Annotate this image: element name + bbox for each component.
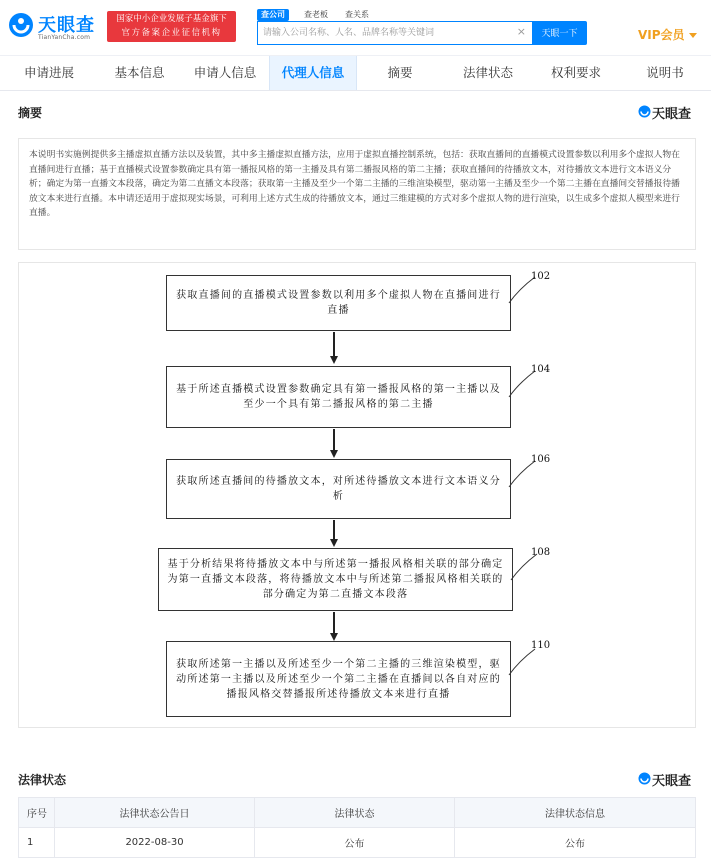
vip-menu[interactable]: [638, 26, 697, 43]
tab-application-progress[interactable]: 申请进展: [23, 65, 74, 80]
flow-num-110: 110: [531, 640, 551, 651]
tianyancha-watermark-icon: [638, 105, 651, 118]
tab-basic-info[interactable]: 基本信息: [114, 65, 165, 80]
table-header-row: [19, 798, 696, 828]
flow-num-106: 106: [531, 454, 551, 465]
search-tab-company[interactable]: 查公司: [257, 9, 289, 21]
flow-num-108: 108: [531, 547, 551, 558]
tianyancha-logo[interactable]: [8, 10, 104, 42]
col-index: 序号: [19, 798, 55, 828]
flow-arrow: [333, 520, 335, 540]
tab-agent-info[interactable]: 代理人信息: [269, 56, 357, 90]
watermark-text: 天眼查: [652, 107, 692, 122]
tab-applicant-info[interactable]: 申请人信息: [193, 65, 257, 80]
flow-num-104: 104: [531, 364, 551, 375]
flow-arrow: [333, 612, 335, 634]
watermark-text: 天眼查: [652, 774, 692, 789]
legal-status-table: [18, 797, 696, 858]
flow-step-102: 获取直播间的直播模式设置参数以利用多个虚拟人物在直播间进行直播: [166, 275, 511, 331]
flow-arrow: [333, 332, 335, 356]
col-announce-date: 法律状态公告日: [55, 798, 255, 828]
tab-abstract[interactable]: 摘要: [387, 65, 413, 80]
search-input[interactable]: [258, 22, 516, 44]
badge-line-1: 国家中小企业发展子基金旗下: [116, 14, 227, 24]
arrow-down-icon: [330, 356, 338, 364]
caret-down-icon: [689, 33, 697, 38]
vip-label: VIP会员: [638, 28, 685, 42]
cell-status-info: 公布: [455, 828, 696, 858]
abstract-text: 本说明书实施例提供多主播虚拟直播方法以及装置，其中多主播虚拟直播方法，应用于虚拟直播控制系统，包括：获取直播间的直播模式设置参数以利用多个虚拟人物在直播间进行直播；基于直播模式设置参数确定具有第一播报风格的第一主播及具有第二播报风格的第二主播；获取直播间的待播放文本，对待播放文本进行文本语义分析；确定为第一直播文本段落，确定为第二直播文本段落；获取第一主播及至少一个第二主播的三维渲染模型，驱动第一主播及至少一个第二主播在直播间交替播报待播放文本来进行直播。本申请还适用于虚拟现实场景，可利用上述方式生成的待播放文本，通过三维建模的方式对多个虚拟人物的进行渲染，以生成多个虚拟人模型来进行直播。: [18, 138, 696, 250]
logo-subtext: TianYanCha.com: [38, 34, 91, 41]
arrow-down-icon: [330, 539, 338, 547]
arrow-down-icon: [330, 633, 338, 641]
abstract-title: 摘要: [18, 106, 43, 120]
flow-step-108: 基于分析结果将待播放文本中与所述第一播报风格相关联的部分确定为第一直播文本段落，将待播放文本中与所述第二播报风格相关联的部分确定为第二直播文本段落: [158, 548, 513, 611]
tianyancha-watermark-icon: [638, 772, 651, 785]
legal-status-title: 法律状态: [18, 773, 67, 787]
top-header: [0, 0, 711, 52]
tab-description[interactable]: 说明书: [646, 65, 684, 80]
cell-announce-date: 2022-08-30: [55, 828, 255, 858]
cell-status: 公布: [255, 828, 455, 858]
tab-claims[interactable]: 权利要求: [550, 65, 601, 80]
search-button[interactable]: 天眼一下: [532, 21, 587, 45]
search-box: [257, 21, 532, 45]
patent-nav: [0, 55, 711, 91]
badge-line-2: 官方备案企业征信机构: [121, 28, 222, 38]
logo-text: 天眼查: [38, 15, 95, 36]
flow-arrow: [333, 429, 335, 451]
tab-legal-status[interactable]: 法律状态: [462, 65, 513, 80]
arrow-down-icon: [330, 450, 338, 458]
col-status-info: 法律状态信息: [455, 798, 696, 828]
leader-line: [507, 647, 537, 677]
clear-icon[interactable]: ×: [516, 25, 526, 38]
abstract-flowchart: [18, 262, 696, 728]
flow-step-104: 基于所述直播模式设置参数确定具有第一播报风格的第一主播以及至少一个具有第二播报风格的第二主播: [166, 366, 511, 428]
cell-index: 1: [19, 828, 55, 858]
flow-num-102: 102: [531, 271, 551, 282]
flow-step-106: 获取所述直播间的待播放文本，对所述待播放文本进行文本语义分析: [166, 459, 511, 519]
search-tab-boss[interactable]: 查老板: [304, 10, 328, 19]
table-row: [19, 828, 696, 858]
search-tab-relation[interactable]: 查关系: [345, 10, 369, 19]
col-status: 法律状态: [255, 798, 455, 828]
official-badge: [107, 11, 236, 42]
flow-step-110: 获取所述第一主播以及所述至少一个第二主播的三维渲染模型，驱动所述第一主播以及所述至少一个第二主播在直播间以各自对应的播报风格交替播报所述待播放文本来进行直播: [166, 641, 511, 717]
logo-icon: [8, 12, 34, 38]
